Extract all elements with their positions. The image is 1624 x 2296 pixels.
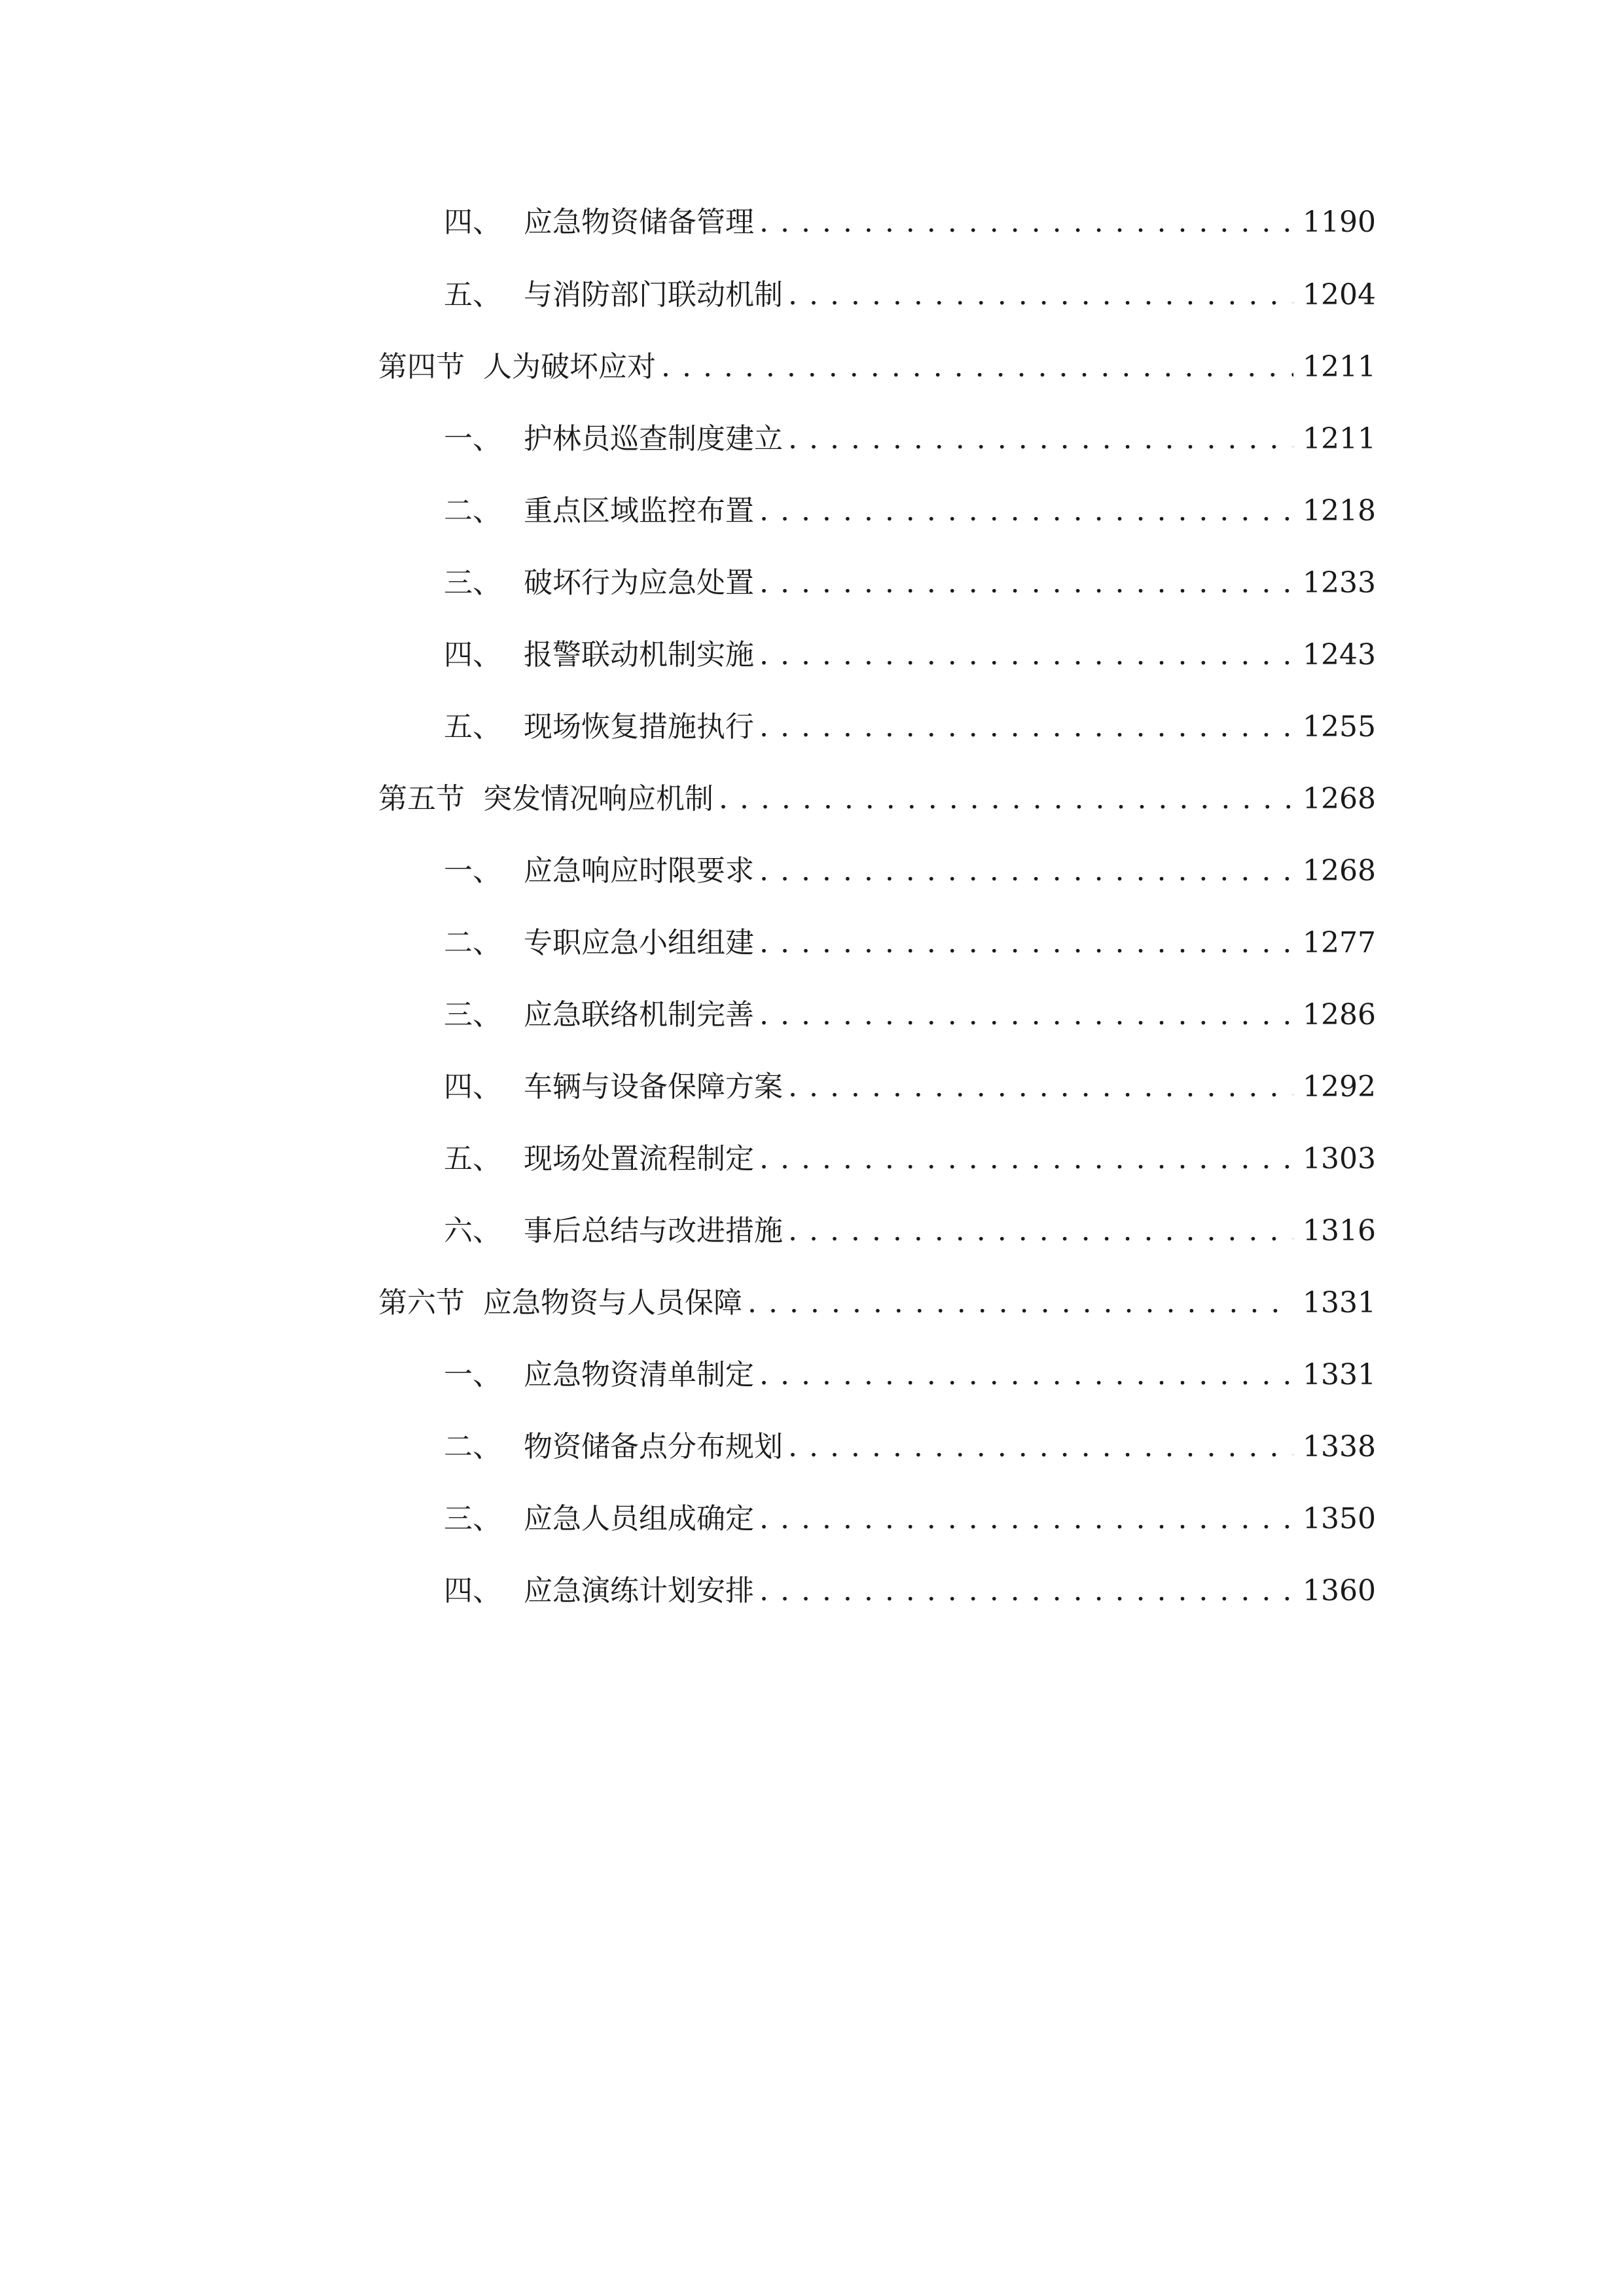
toc-entry-page: 1316 <box>1303 1214 1376 1247</box>
toc-dot-leader <box>759 629 1293 681</box>
toc-entry[interactable] <box>444 1205 1376 1257</box>
toc-entry-page: 1268 <box>1303 782 1376 816</box>
toc-entry-title: 破坏行为应急处置 <box>524 566 754 600</box>
toc-entry-title: 现场恢复措施执行 <box>524 710 754 744</box>
toc-dot-leader <box>759 701 1293 753</box>
toc-entry[interactable] <box>444 196 1376 249</box>
toc-entry-page: 1190 <box>1303 206 1376 239</box>
toc-section-title: 人为破坏应对 <box>483 350 656 384</box>
toc-entry-number: 一、 <box>444 422 501 456</box>
toc-entry-number: 一、 <box>444 1358 501 1391</box>
toc-entry[interactable] <box>444 701 1376 753</box>
toc-entry-number: 五、 <box>444 278 501 312</box>
toc-entry-title: 专职应急小组组建 <box>524 926 754 960</box>
toc-entry-number: 二、 <box>444 1430 501 1463</box>
toc-entry-number: 五、 <box>444 710 501 744</box>
toc-entry[interactable] <box>444 1133 1376 1185</box>
toc-entry[interactable] <box>444 629 1376 681</box>
toc-dot-leader <box>719 773 1293 825</box>
toc-entry[interactable] <box>444 989 1376 1041</box>
toc-entry-number: 三、 <box>444 566 501 600</box>
toc-entry-page: 1331 <box>1303 1286 1376 1319</box>
toc-entry[interactable] <box>444 485 1376 537</box>
toc-entry[interactable] <box>444 1061 1376 1113</box>
toc-entry-number: 二、 <box>444 926 501 960</box>
toc-entry-number: 三、 <box>444 998 501 1031</box>
toc-dot-leader <box>759 1493 1293 1545</box>
toc-dot-leader <box>759 1133 1293 1185</box>
toc-entry-title: 现场处置流程制定 <box>524 1142 754 1175</box>
toc-dot-leader <box>748 1277 1293 1329</box>
toc-section-number: 第四节 <box>378 350 465 384</box>
toc-dot-leader <box>759 557 1293 609</box>
toc-section-entry[interactable] <box>378 341 1376 393</box>
toc-entry[interactable] <box>444 557 1376 609</box>
toc-entry-page: 1286 <box>1303 998 1376 1031</box>
toc-entry-number: 二、 <box>444 494 501 528</box>
toc-entry-page: 1218 <box>1303 494 1376 528</box>
toc-entry[interactable] <box>444 413 1376 465</box>
toc-dot-leader <box>759 845 1293 897</box>
toc-entry-page: 1277 <box>1303 926 1376 960</box>
toc-entry-page: 1360 <box>1303 1574 1376 1607</box>
toc-entry-title: 与消防部门联动机制 <box>524 278 783 312</box>
toc-section-entry[interactable] <box>378 773 1376 825</box>
toc-entry-page: 1268 <box>1303 854 1376 888</box>
toc-entry-number: 一、 <box>444 854 501 888</box>
toc-entry[interactable] <box>444 1493 1376 1545</box>
toc-dot-leader <box>759 1565 1293 1617</box>
toc-entry-title: 事后总结与改进措施 <box>524 1214 783 1247</box>
toc-entry-title: 报警联动机制实施 <box>524 638 754 672</box>
toc-entry-number: 四、 <box>444 1070 501 1103</box>
toc-entry-title: 应急物资储备管理 <box>524 206 754 239</box>
toc-entry-title: 应急物资清单制定 <box>524 1358 754 1391</box>
toc-entry-page: 1331 <box>1303 1358 1376 1391</box>
toc-section-number: 第六节 <box>378 1286 465 1319</box>
toc-entry-number: 四、 <box>444 206 501 239</box>
toc-entry-title: 车辆与设备保障方案 <box>524 1070 783 1103</box>
toc-entry-page: 1303 <box>1303 1142 1376 1175</box>
toc-section-title: 突发情况响应机制 <box>483 782 713 816</box>
toc-entry-page: 1292 <box>1303 1070 1376 1103</box>
toc-dot-leader <box>759 485 1293 537</box>
toc-entry-number: 六、 <box>444 1214 501 1247</box>
toc-entry[interactable] <box>444 269 1376 321</box>
toc-dot-leader <box>788 1061 1293 1113</box>
toc-entry-page: 1211 <box>1303 350 1376 384</box>
toc-entry-page: 1338 <box>1303 1430 1376 1463</box>
toc-entry-number: 五、 <box>444 1142 501 1175</box>
toc-entry-title: 应急人员组成确定 <box>524 1502 754 1535</box>
toc-dot-leader <box>759 1349 1293 1401</box>
toc-entry-page: 1204 <box>1303 278 1376 312</box>
toc-entry-title: 应急联络机制完善 <box>524 998 754 1031</box>
toc-entry-page: 1211 <box>1303 422 1376 456</box>
toc-dot-leader <box>661 341 1293 393</box>
toc-section-number: 第五节 <box>378 782 465 816</box>
toc-entry-page: 1233 <box>1303 566 1376 600</box>
toc-dot-leader <box>788 269 1293 321</box>
toc-entry[interactable] <box>444 845 1376 897</box>
toc-entry-number: 三、 <box>444 1502 501 1535</box>
toc-section-title: 应急物资与人员保障 <box>483 1286 742 1319</box>
toc-entry[interactable] <box>444 917 1376 969</box>
toc-entry-title: 护林员巡查制度建立 <box>524 422 783 456</box>
toc-entry-page: 1243 <box>1303 638 1376 672</box>
toc-dot-leader <box>788 1421 1293 1473</box>
toc-dot-leader <box>759 196 1293 249</box>
toc-entry[interactable] <box>444 1565 1376 1617</box>
toc-dot-leader <box>759 917 1293 969</box>
toc-section-entry[interactable] <box>378 1277 1376 1329</box>
toc-entry[interactable] <box>444 1349 1376 1401</box>
toc-entry-title: 应急响应时限要求 <box>524 854 754 888</box>
toc-entry-title: 重点区域监控布置 <box>524 494 754 528</box>
toc-entry-page: 1350 <box>1303 1502 1376 1535</box>
toc-entry-title: 应急演练计划安排 <box>524 1574 754 1607</box>
toc-dot-leader <box>788 413 1293 465</box>
toc-dot-leader <box>759 989 1293 1041</box>
toc-entry[interactable] <box>444 1421 1376 1473</box>
toc-entry-number: 四、 <box>444 638 501 672</box>
toc-entry-page: 1255 <box>1303 710 1376 744</box>
toc-entry-title: 物资储备点分布规划 <box>524 1430 783 1463</box>
toc-dot-leader <box>788 1205 1293 1257</box>
toc-entry-number: 四、 <box>444 1574 501 1607</box>
